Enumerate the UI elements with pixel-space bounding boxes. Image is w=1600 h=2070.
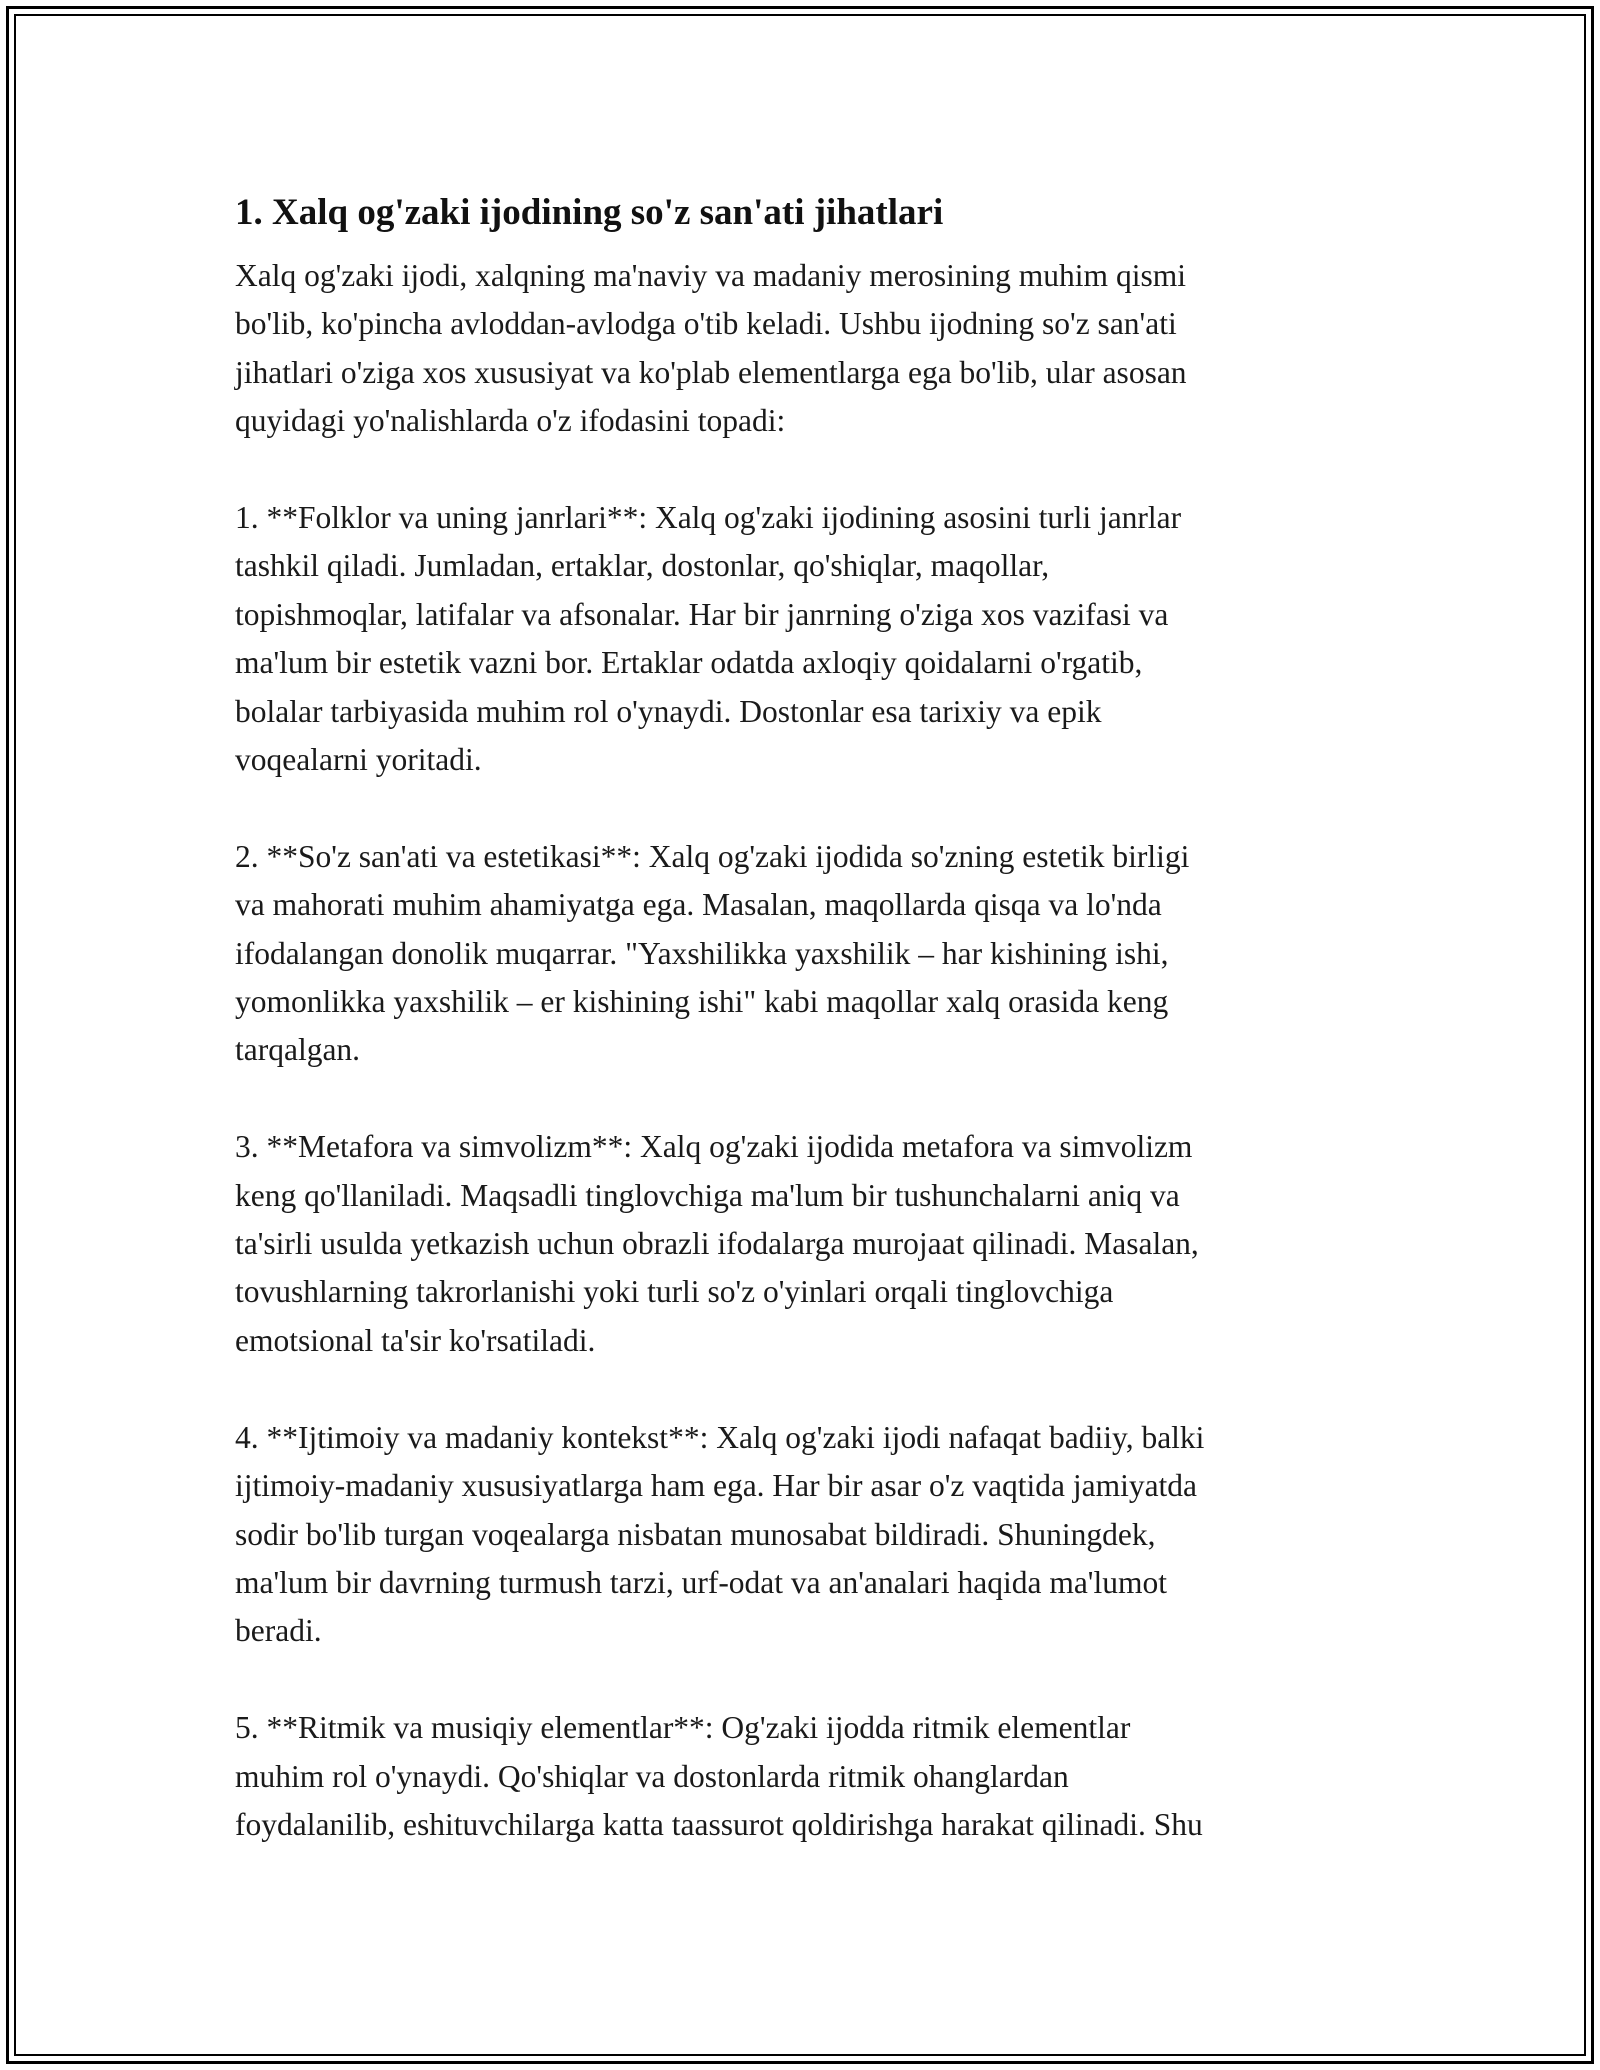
text-line: ifodalangan donolik muqarrar. "Yaxshilikka yaxshilik – har kishining ishi,: [235, 935, 1169, 971]
text-line: sodir bo'lib turgan voqealarga nisbatan munosabat bildiradi. Shuningdek,: [235, 1516, 1156, 1552]
text-line: tashkil qiladi. Jumladan, ertaklar, dostonlar, qo'shiqlar, maqollar,: [235, 548, 1050, 584]
text-line: Xalq og'zaki ijodi, xalqning ma'naviy va madaniy merosining muhim qismi: [235, 258, 1186, 293]
text-line: topishmoqlar, latifalar va afsonalar. Har bir janrning o'ziga xos vazifasi va: [235, 596, 1169, 632]
paragraph-item-3: [235, 1123, 1370, 1365]
text-line: jihatlari o'ziga xos xususiyat va ko'plab elementlarga ega bo'lib, ular asosan: [235, 354, 1187, 390]
text-line: emotsional ta'sir ko'rsatiladi.: [235, 1322, 596, 1358]
text-line: ijtimoiy-madaniy xususiyatlarga ham ega. Har bir asar o'z vaqtida jamiyatda: [235, 1468, 1198, 1504]
paragraph-item-1: [235, 494, 1370, 784]
paragraph-item-5: [235, 1704, 1370, 1849]
text-line: 5. **Ritmik va musiqiy elementlar**: Og'zaki ijodda ritmik elementlar: [235, 1710, 1131, 1746]
text-line: ma'lum bir davrning turmush tarzi, urf-odat va an'analari haqida ma'lumot: [235, 1564, 1167, 1600]
text-line: 3. **Metafora va simvolizm**: Xalq og'zaki ijodida metafora va simvolizm: [235, 1129, 1193, 1165]
text-line: quyidagi yo'nalishlarda o'z ifodasini topadi:: [235, 403, 786, 439]
text-line: muhim rol o'ynaydi. Qo'shiqlar va dostonlarda ritmik ohanglardan: [235, 1758, 1069, 1794]
text-line: 2. **So'z san'ati va estetikasi**: Xalq og'zaki ijodida so'zning estetik birligi: [235, 838, 1190, 874]
text-line: beradi.: [235, 1613, 322, 1649]
text-line: va mahorati muhim ahamiyatga ega. Masalan, maqollarda qisqa va lo'nda: [235, 887, 1162, 923]
text-line: 1. **Folklor va uning janrlari**: Xalq og'zaki ijodining asosini turli janrlar: [235, 500, 1182, 536]
paragraph-item-4: [235, 1414, 1370, 1656]
text-line: keng qo'llaniladi. Maqsadli tinglovchiga ma'lum bir tushunchalarni aniq va: [235, 1177, 1180, 1213]
text-line: tarqalgan.: [235, 1032, 361, 1068]
text-line: ta'sirli usulda yetkazish uchun obrazli ifodalarga murojaat qilinadi. Masalan,: [235, 1226, 1199, 1262]
document-body: [235, 188, 1370, 1898]
text-line: bo'lib, ko'pincha avloddan-avlodga o'tib keladi. Ushbu ijodning so'z san'ati: [235, 306, 1177, 342]
document-title: 1. Xalq og'zaki ijodining so'z san'ati jihatlari: [235, 192, 944, 233]
text-line: tovushlarning takrorlanishi yoki turli so'z o'yinlari orqali tinglovchiga: [235, 1274, 1114, 1310]
text-line: yomonlikka yaxshilik – er kishining ishi" kabi maqollar xalq orasida keng: [235, 984, 1169, 1020]
text-line: 4. **Ijtimoiy va madaniy kontekst**: Xalq og'zaki ijodi nafaqat badiiy, balki: [235, 1419, 1205, 1455]
text-line: bolalar tarbiyasida muhim rol o'ynaydi. Dostonlar esa tarixiy va epik: [235, 693, 1102, 729]
text-line: ma'lum bir estetik vazni bor. Ertaklar odatda axloqiy qoidalarni o'rgatib,: [235, 645, 1143, 681]
paragraph-item-2: [235, 833, 1370, 1075]
paragraph-intro: [235, 252, 1370, 446]
text-line: voqealarni yoritadi.: [235, 742, 482, 778]
text-line: foydalanilib, eshituvchilarga katta taassurot qoldirishga harakat qilinadi. Shu: [235, 1806, 1203, 1842]
